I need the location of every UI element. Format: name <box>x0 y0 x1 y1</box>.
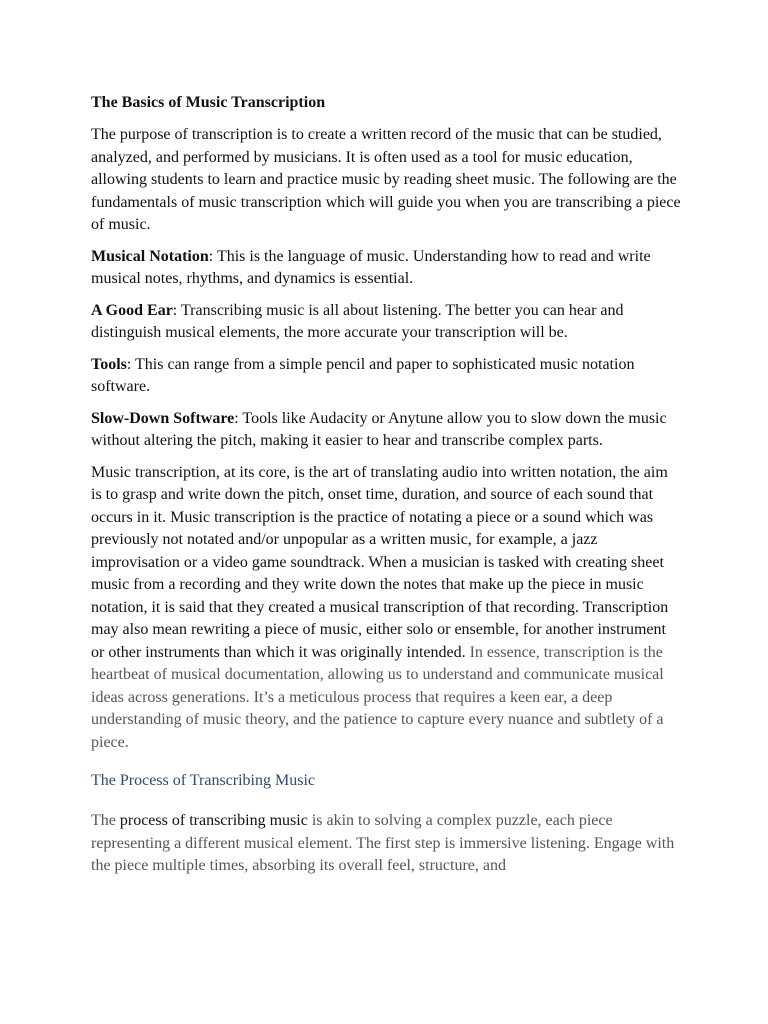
item-text: : Tools like Audacity or Anytune allow you to slow down the music without altering the pitch, making it easier to hear and transcribe complex parts. <box>91 409 667 449</box>
item-term: A Good Ear <box>91 301 173 319</box>
item-term: Musical Notation <box>91 247 209 265</box>
process-text-pre: The <box>91 812 120 829</box>
item-text: : This is the language of music. Understanding how to read and write musical notes, rhythms, and dynamics is essential. <box>91 247 651 287</box>
section-heading: The Process of Transcribing Music <box>91 772 315 789</box>
item-text: : This can range from a simple pencil and paper to sophisticated music notation software. <box>91 355 635 395</box>
body-text: Music transcription, at its core, is the art of translating audio into written notation, the aim is to grasp and write down the pitch, onset time, duration, and source of each sound that occurs in it. Music transcription is the practice of notating a piece or a sound which was previously not notated and/or unpopular as a written music, for example, a jazz improvisation or a video game soundtrack. When a musician is tasked with creating sheet music from a recording and they write down the notes that make up the piece in music notation, it is said that they created a musical transcription of that recording. Transcription may also mean rewriting a piece of music, either solo or ensemble, for another instrument or other instruments than which it was originally intended. <box>91 463 669 661</box>
process-text-post: is akin to solving a complex puzzle, each piece representing a different musical element. The first step is immersive listening. Engage with the piece multiple times, absorbing its overall feel, structure, and <box>91 812 675 874</box>
process-paragraph <box>91 810 682 878</box>
document-title: The Basics of Music Transcription <box>91 94 326 111</box>
body-paragraph <box>91 462 682 755</box>
item-tools <box>91 354 682 399</box>
item-term: Slow-Down Software <box>91 409 235 427</box>
item-slow-down-software <box>91 408 682 453</box>
intro-paragraph: The purpose of transcription is to create a written record of the music that can be studied, analyzed, and performed by musicians. It is often used as a tool for music education, allowing students to learn and practice music by reading sheet music. The following are the fundamentals of music transcription which will guide you when you are transcribing a piece of music. <box>91 126 681 233</box>
process-link[interactable]: process of transcribing music <box>119 812 308 829</box>
item-term: Tools <box>91 355 127 373</box>
item-text: : Transcribing music is all about listening. The better you can hear and distinguish musical elements, the more accurate your transcription will be. <box>91 301 624 341</box>
item-musical-notation <box>91 246 682 291</box>
body-text-highlight: In essence, transcription is the heartbeat of musical documentation, allowing us to understand and communicate musical ideas across generations. It’s a meticulous process that requires a keen ear, a deep understanding of music theory, and the patience to capture every nuance and subtlety of a piece. <box>91 643 664 751</box>
item-good-ear <box>91 300 682 345</box>
